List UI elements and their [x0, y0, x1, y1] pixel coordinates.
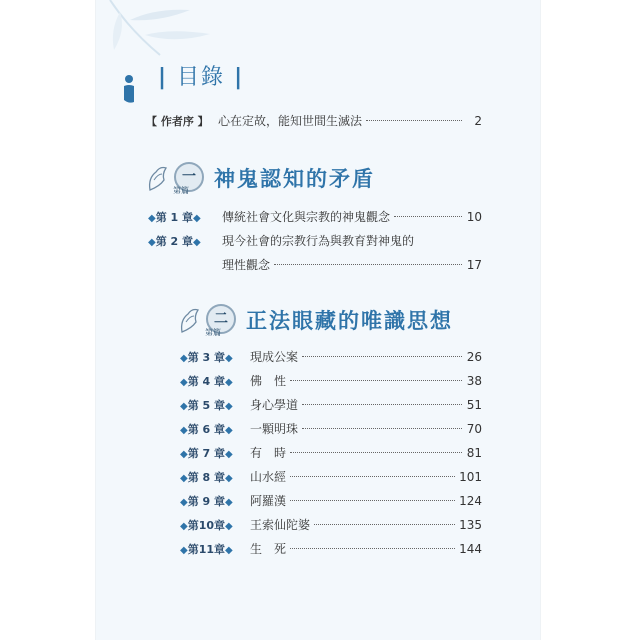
page-number: 51 [466, 398, 482, 412]
page-number: 70 [466, 422, 482, 436]
chapter-row[interactable] [180, 492, 482, 509]
diamond-bullet-icon: ◆ [180, 545, 188, 556]
dot-leader [394, 216, 462, 217]
page-number: 2 [474, 114, 482, 128]
chapter-title: 阿羅漢 [250, 494, 287, 508]
chapter-title: 王索仙陀婆 [250, 518, 311, 532]
part-label: 第篇 [173, 186, 189, 195]
diamond-bullet-icon: ◆ [148, 213, 156, 224]
dot-leader [290, 452, 462, 453]
page-number: 38 [466, 374, 482, 388]
diamond-bullet-icon: ◆ [225, 449, 233, 460]
chapter-title: 生 死 [250, 542, 287, 556]
preface-title: 心在定故，能知世間生滅法 [218, 114, 363, 128]
info-tab-icon [120, 74, 138, 104]
page-number: 81 [466, 446, 482, 460]
chapter-title: 山水經 [250, 470, 287, 484]
chapter-row[interactable] [180, 348, 482, 365]
dot-leader [290, 476, 455, 477]
diamond-bullet-icon: ◆ [180, 353, 188, 364]
chapter-title: 傳統社會文化與宗教的神鬼觀念 [222, 210, 391, 224]
chapter-label: ◆第11章◆ [180, 543, 233, 556]
page-number: 101 [459, 470, 482, 484]
diamond-bullet-icon: ◆ [225, 377, 233, 388]
chapter-row-continuation[interactable] [222, 256, 482, 273]
part-label: 第篇 [205, 328, 221, 337]
dot-leader [302, 356, 462, 357]
dot-leader [290, 380, 462, 381]
chapter-label: ◆第 9 章◆ [180, 495, 233, 508]
part-badge [146, 160, 214, 196]
chapter-row[interactable] [148, 208, 482, 225]
part-heading[interactable] [178, 302, 453, 338]
page-number: 26 [466, 350, 482, 364]
diamond-bullet-icon: ◆ [180, 377, 188, 388]
preface-tag: 【 作者序 】 [146, 115, 209, 128]
diamond-bullet-icon: ◆ [225, 401, 233, 412]
chapter-label: ◆第 7 章◆ [180, 447, 233, 460]
diamond-bullet-icon: ◆ [193, 213, 201, 224]
diamond-bullet-icon: ◆ [180, 449, 188, 460]
dot-leader [302, 428, 462, 429]
chapter-label: ◆第 8 章◆ [180, 471, 233, 484]
diamond-bullet-icon: ◆ [193, 237, 201, 248]
preface-row[interactable] [146, 112, 482, 129]
chapter-label: ◆第10章◆ [180, 519, 233, 532]
chapter-row[interactable] [180, 444, 482, 461]
diamond-bullet-icon: ◆ [225, 425, 233, 436]
chapter-row[interactable] [180, 420, 482, 437]
dot-leader [314, 524, 455, 525]
part-number: 一 [174, 162, 204, 192]
chapter-row[interactable] [180, 516, 482, 533]
dot-leader [302, 404, 462, 405]
chapter-label: ◆第 1 章◆ [148, 211, 201, 224]
page-number: 17 [466, 258, 482, 272]
part-badge [178, 302, 246, 338]
title-bar-right: | [234, 65, 245, 90]
page-number: 10 [466, 210, 482, 224]
chapter-title: 一顆明珠 [250, 422, 299, 436]
part-heading[interactable] [146, 160, 375, 196]
dot-leader [274, 264, 462, 265]
page-number: 124 [459, 494, 482, 508]
chapter-title: 身心學道 [250, 398, 299, 412]
chapter-title: 佛 性 [250, 374, 287, 388]
dot-leader [366, 120, 462, 121]
chapter-row[interactable] [180, 540, 482, 557]
dot-leader [290, 548, 455, 549]
part-title: 正法眼藏的唯識思想 [246, 309, 453, 333]
dot-leader [290, 500, 455, 501]
diamond-bullet-icon: ◆ [225, 353, 233, 364]
chapter-title: 現成公案 [250, 350, 299, 364]
toc-title [158, 60, 244, 91]
chapter-row[interactable] [180, 468, 482, 485]
chapter-title: 有 時 [250, 446, 287, 460]
part-number: 二 [206, 304, 236, 334]
chapter-label: ◆第 5 章◆ [180, 399, 233, 412]
chapter-title: 現今社會的宗教行為與教育對神鬼的 [222, 234, 415, 248]
chapter-label: ◆第 3 章◆ [180, 351, 233, 364]
diamond-bullet-icon: ◆ [225, 497, 233, 508]
chapter-title-continuation: 理性觀念 [222, 258, 271, 272]
diamond-bullet-icon: ◆ [180, 425, 188, 436]
title-bar-left: | [158, 65, 169, 90]
diamond-bullet-icon: ◆ [148, 237, 156, 248]
chapter-label: ◆第 2 章◆ [148, 235, 201, 248]
chapter-row[interactable] [180, 372, 482, 389]
diamond-bullet-icon: ◆ [180, 521, 188, 532]
diamond-bullet-icon: ◆ [180, 473, 188, 484]
bird-icon [178, 302, 208, 338]
diamond-bullet-icon: ◆ [180, 497, 188, 508]
diamond-bullet-icon: ◆ [225, 473, 233, 484]
chapter-label: ◆第 4 章◆ [180, 375, 233, 388]
chapter-row[interactable] [180, 396, 482, 413]
diamond-bullet-icon: ◆ [225, 521, 233, 532]
page-number: 144 [459, 542, 482, 556]
page-number: 135 [459, 518, 482, 532]
page-title: 目錄 [177, 65, 226, 90]
chapter-label: ◆第 6 章◆ [180, 423, 233, 436]
chapter-row[interactable] [148, 232, 482, 249]
part-title: 神鬼認知的矛盾 [214, 167, 375, 191]
diamond-bullet-icon: ◆ [225, 545, 233, 556]
bird-icon [146, 160, 176, 196]
diamond-bullet-icon: ◆ [180, 401, 188, 412]
